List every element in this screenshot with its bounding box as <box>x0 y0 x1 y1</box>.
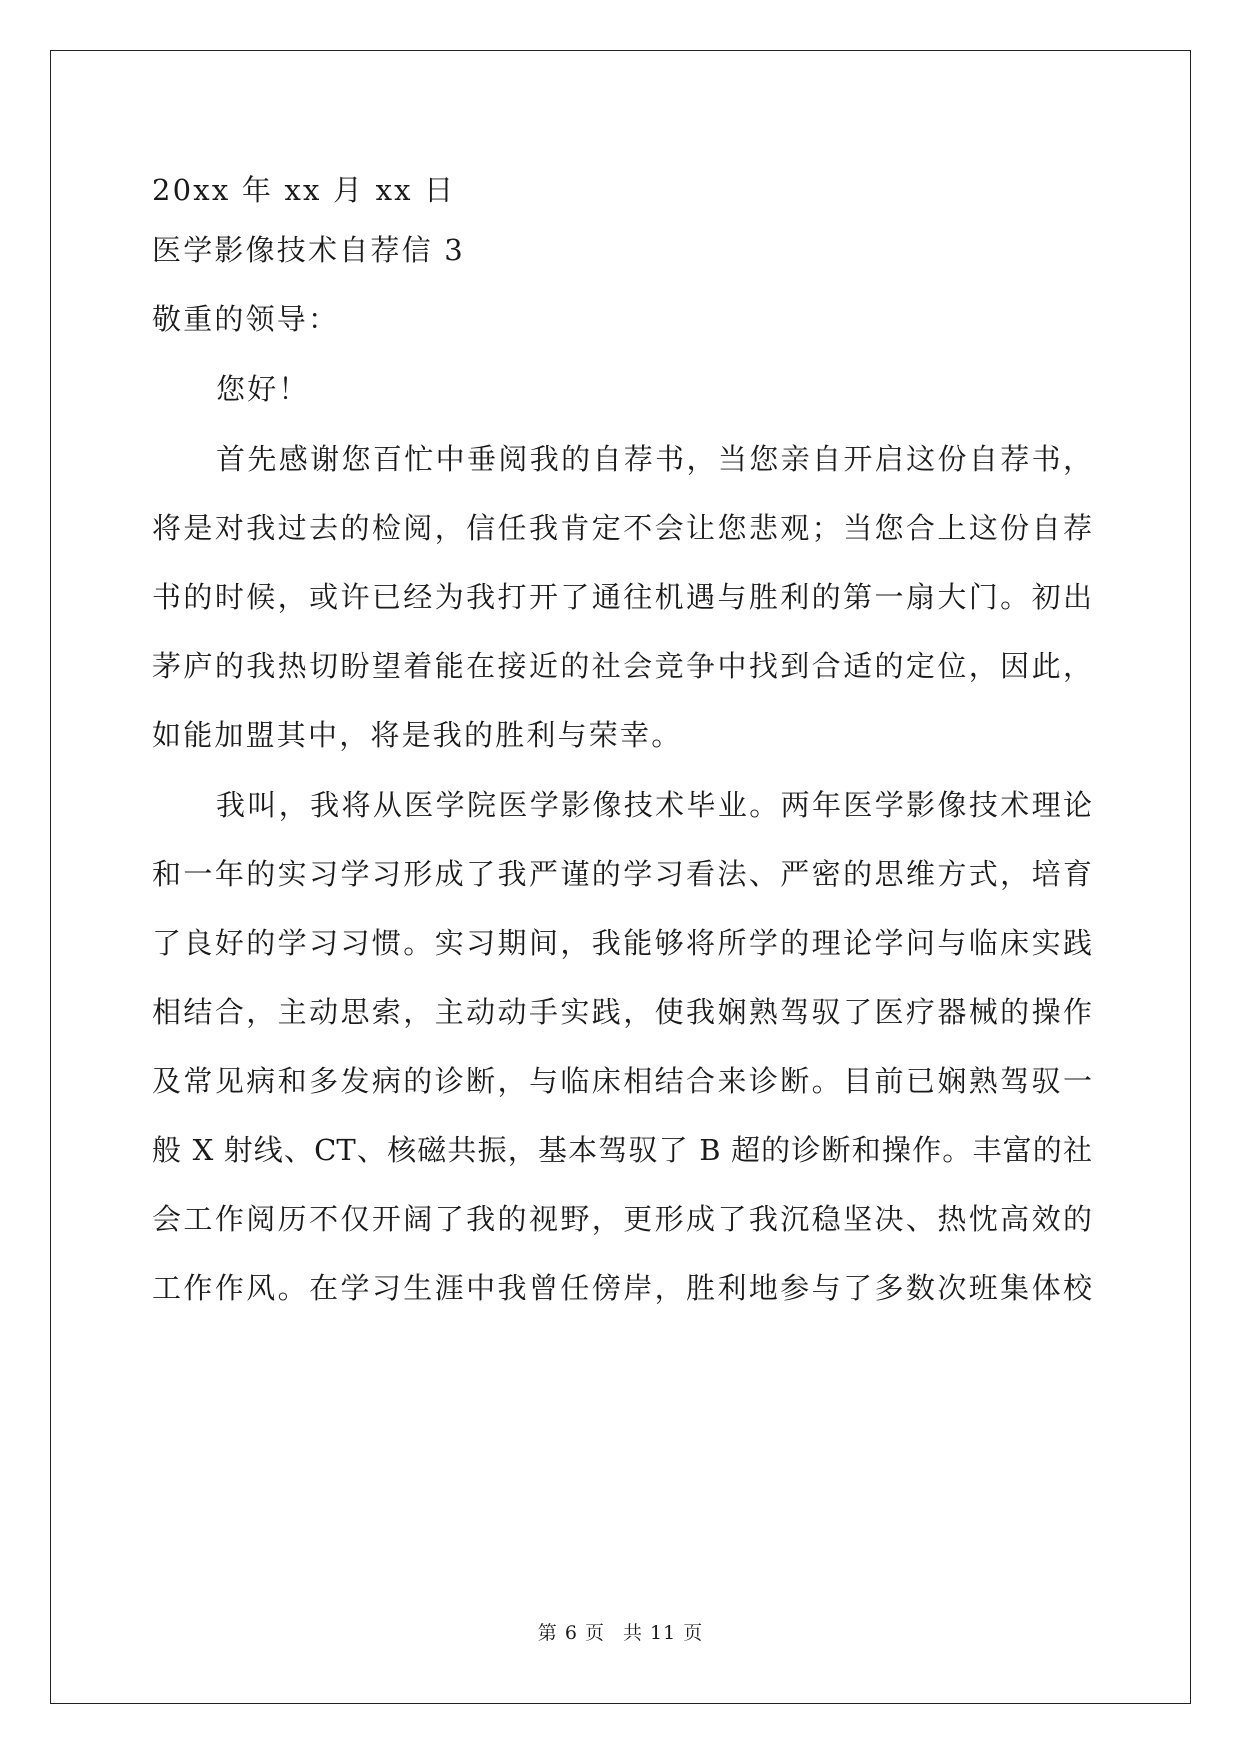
paragraph2-line: 我叫，我将从医学院医学影像技术毕业。两年医学影像技术理论 <box>216 788 1092 822</box>
paragraph2-line: 工作作风。在学习生涯中我曾任傍岸，胜利地参与了多数次班集体校 <box>152 1271 1092 1305</box>
page-number-total: 共 11 页 <box>622 1622 704 1644</box>
paragraph2-line: 和一年的实习学习形成了我严谨的学习看法、严密的思维方式，培育 <box>152 857 1092 891</box>
letter-greeting: 您好！ <box>216 372 310 406</box>
paragraph1-line: 如能加盟其中，将是我的胜利与荣幸。 <box>152 718 683 752</box>
paragraph2-line: 般 X 射线、CT、核磁共振，基本驾驭了 B 超的诊断和操作。丰富的社 <box>152 1133 1092 1167</box>
paragraph2-line: 及常见病和多发病的诊断，与临床相结合来诊断。目前已娴熟驾驭一 <box>152 1064 1092 1098</box>
letter-salutation: 敬重的领导： <box>152 302 340 336</box>
paragraph2-line: 了良好的学习习惯。实习期间，我能够将所学的理论学问与临床实践 <box>152 926 1092 960</box>
paragraph1-line: 首先感谢您百忙中垂阅我的自荐书，当您亲自开启这份自荐书， <box>216 442 1092 476</box>
paragraph1-line: 将是对我过去的检阅，信任我肯定不会让您悲观；当您合上这份自荐 <box>152 511 1092 545</box>
paragraph2-line: 会工作阅历不仅开阔了我的视野，更形成了我沉稳坚决、热忱高效的 <box>152 1202 1092 1236</box>
paragraph2-line: 相结合，主动思索，主动动手实践，使我娴熟驾驭了医疗器械的操作 <box>152 995 1092 1029</box>
paragraph1-line: 茅庐的我热切盼望着能在接近的社会竞争中找到合适的定位，因此， <box>152 649 1092 683</box>
letter-date: 20xx 年 xx 月 xx 日 <box>152 173 456 207</box>
page-number-current: 第 6 页 <box>537 1622 605 1644</box>
paragraph1-line: 书的时候，或许已经为我打开了通往机遇与胜利的第一扇大门。初出 <box>152 580 1092 614</box>
letter-title: 医学影像技术自荐信 3 <box>152 233 465 267</box>
page-footer <box>0 1618 1241 1645</box>
